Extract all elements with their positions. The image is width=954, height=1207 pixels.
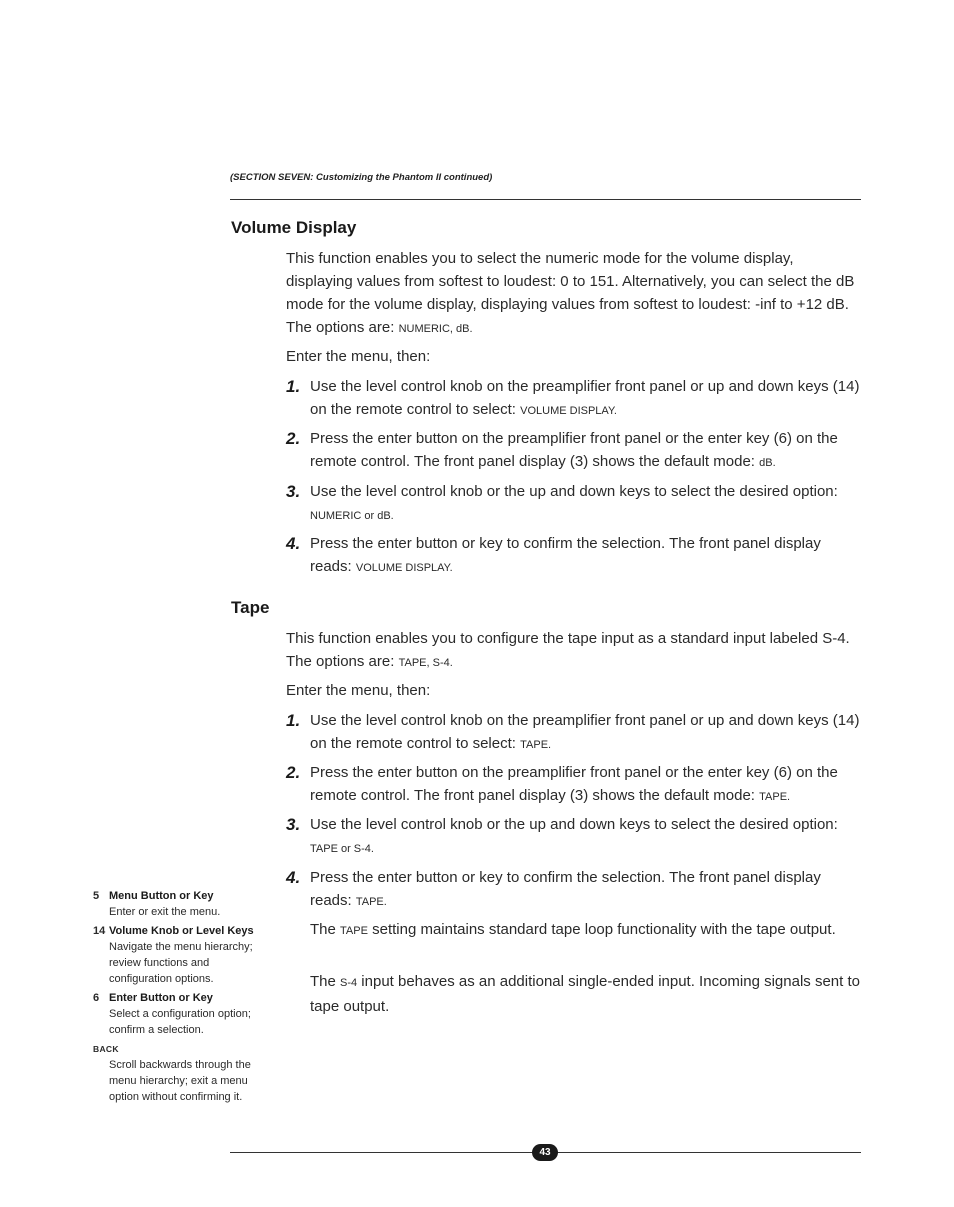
tape-step-4: 4. Press the enter button or key to confirm the selection. The front panel display reads: TAPE. (286, 868, 821, 909)
volume-display-heading: Volume Display (231, 218, 357, 237)
volume-step-2: 2. Press the enter button on the preamplifier front panel or the enter key (6) on the remote control. The front panel display (3) shows the default mode: dB. (286, 429, 838, 470)
tape-step-1: 1. Use the level control knob on the preamplifier front panel or up and down keys (14) on the remote control to select: TAPE. (286, 711, 860, 752)
tape-step-3: 3. Use the level control knob or the up and down keys to select the desired option: TAPE or S-4. (286, 815, 838, 855)
volume-enter-menu: Enter the menu, then: (286, 348, 431, 365)
volume-step-1: 1. Use the level control knob on the preamplifier front panel or up and down keys (14) on the remote control to select: VOLUME DISPLAY. (286, 377, 860, 418)
legend-item-enter: 6 Enter Button or Key Select a configuration option; confirm a selection. (93, 992, 251, 1036)
tape-intro: This function enables you to configure the tape input as a standard input labeled S-4. The options are: TAPE, S-4. (286, 630, 850, 670)
volume-intro: This function enables you to select the numeric mode for the volume display, displaying values from softest to loudest: 0 to 151. Alternatively, you can select the dB mode for the volume display, displaying values from softest to loudest: -inf to +12 dB. The options are: NUMERIC, dB. (286, 250, 855, 336)
tape-note-1: The TAPE setting maintains standard tape loop functionality with the tape output. (310, 921, 836, 938)
sidebar-legend (93, 888, 273, 1108)
legend-item-volume: 14 Volume Knob or Level Keys Navigate the menu hierarchy; review functions and configuration options. (93, 925, 254, 985)
legend-item-back: BACK Scroll backwards through the menu hierarchy; exit a menu option without confirming it. (93, 1044, 251, 1103)
running-header: (SECTION SEVEN: Customizing the Phantom II continued) (230, 172, 493, 183)
tape-heading: Tape (231, 598, 270, 617)
volume-step-3: 3. Use the level control knob or the up and down keys to select the desired option: NUMERIC or dB. (286, 482, 838, 522)
tape-note-2: The S-4 input behaves as an additional single-ended input. Incoming signals sent to tape output. (310, 973, 860, 1015)
tape-enter-menu: Enter the menu, then: (286, 682, 431, 699)
page-number: 43 (532, 1144, 558, 1161)
volume-step-4: 4. Press the enter button or key to confirm the selection. The front panel display reads: VOLUME DISPLAY. (286, 534, 821, 575)
legend-item-menu: 5 Menu Button or Key Enter or exit the menu. (93, 890, 221, 918)
tape-step-2: 2. Press the enter button on the preamplifier front panel or the enter key (6) on the remote control. The front panel display (3) shows the default mode: TAPE. (286, 763, 838, 804)
header-rule (230, 199, 861, 200)
